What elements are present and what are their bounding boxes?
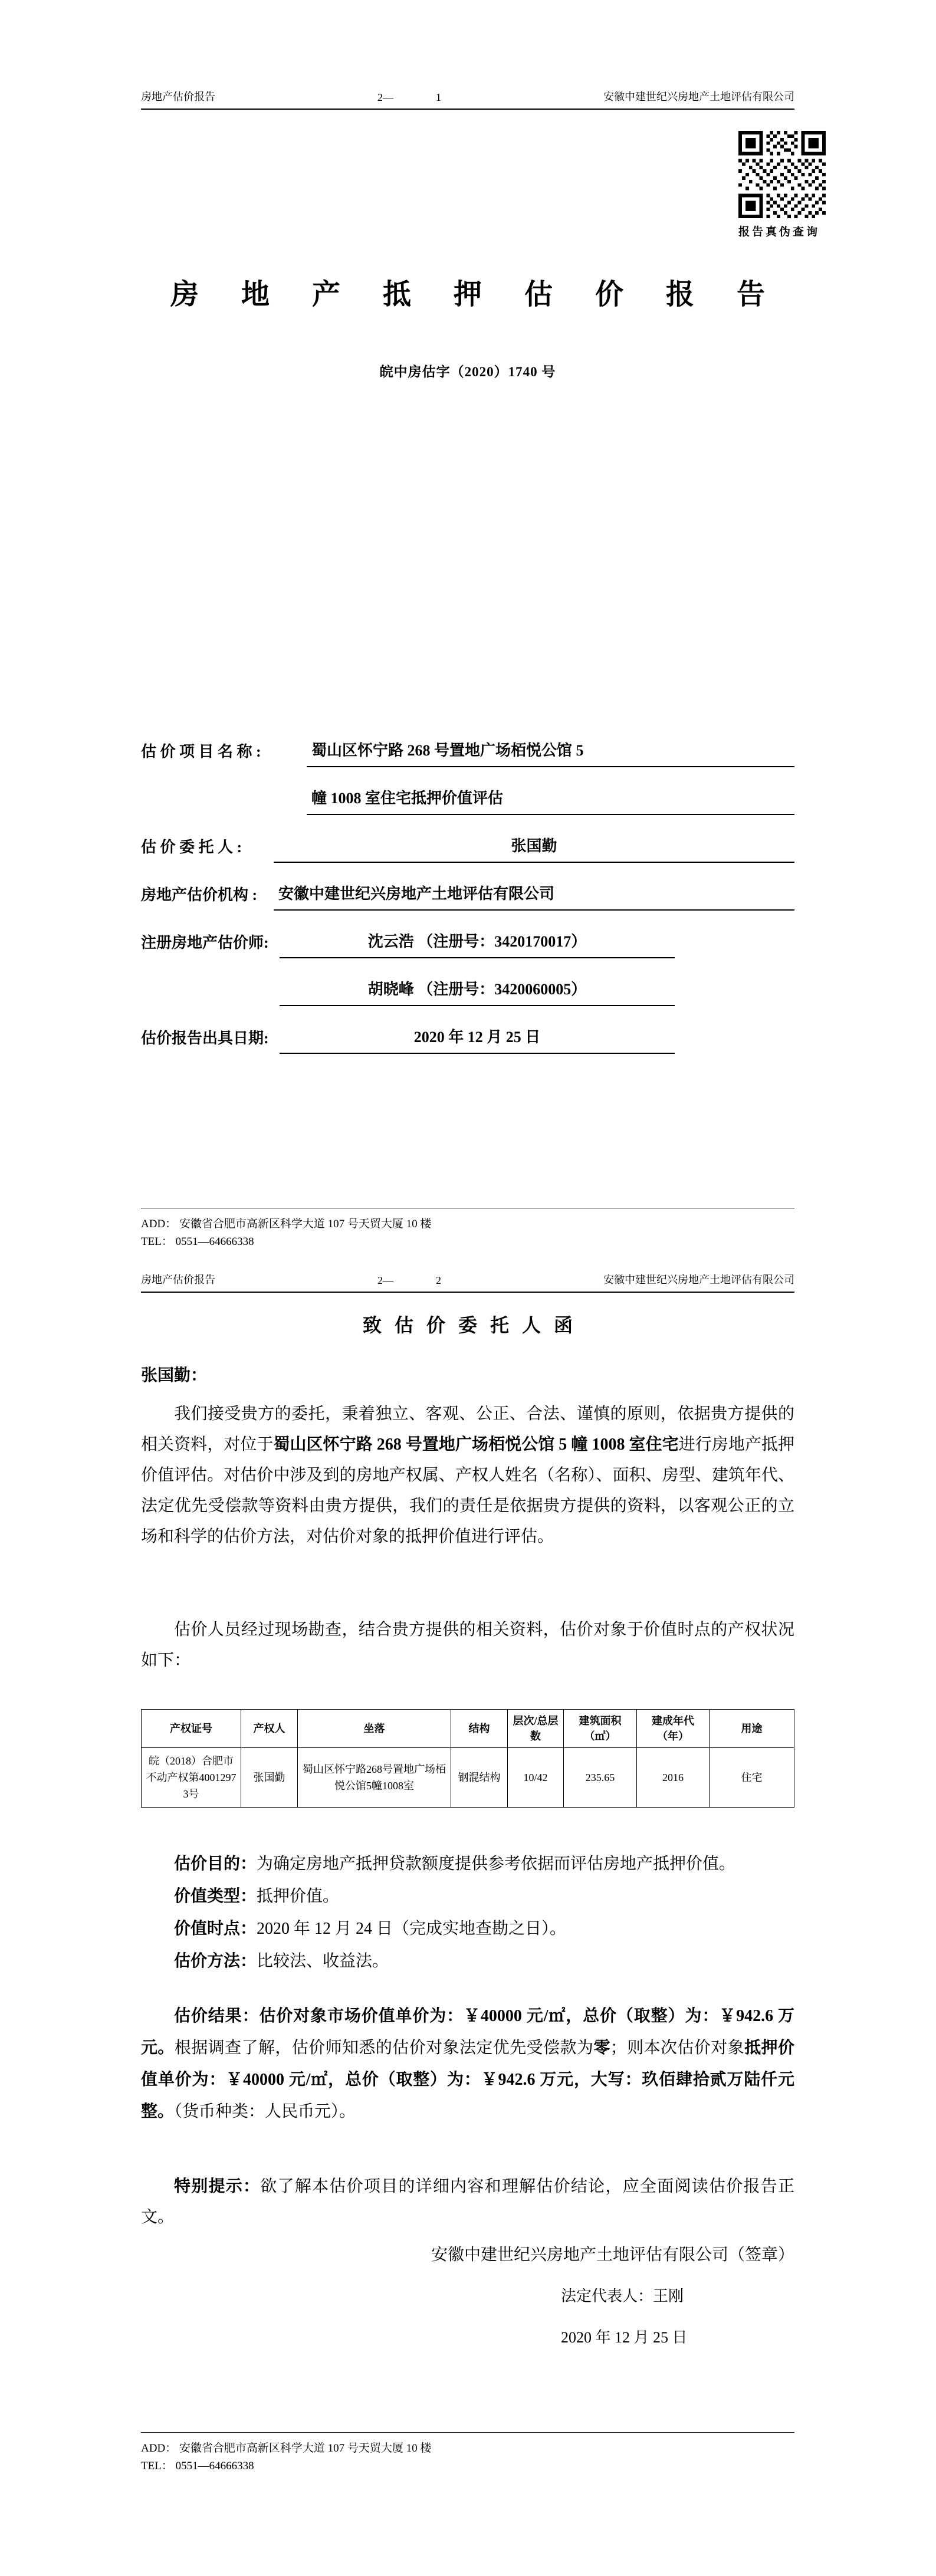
result-zero-bold: 零: [593, 2039, 610, 2057]
appraisal-items: [141, 1848, 794, 1977]
letter-title: 致 估 价 委 托 人 函: [362, 1315, 577, 1336]
col-header-year: 建成年代（年）: [637, 1710, 710, 1748]
page1-header: [141, 88, 794, 110]
header-company: 安徽中建世纪兴房地产土地评估有限公司: [603, 1274, 794, 1286]
intro-text-2: 进行房地产抵押价值评估。对估价中涉及到的房地产权属、产权人姓名（名称）、面积、房型、建筑年代、法定优先受偿款等资料由贵方提供，我们的责任是依据贵方提供的资料，以客观公正的立场和科学的估价方法，对估价对象的抵押价值进行评估。: [141, 1435, 794, 1546]
header-company: 安徽中建世纪兴房地产土地评估有限公司: [603, 91, 794, 103]
project-name-value-line1: 蜀山区怀宁路 268 号置地广场栢悦公馆 5: [307, 738, 794, 767]
cell-structure: 钢混结构: [451, 1748, 508, 1808]
item-value-date-text: 2020 年 12 月 24 日（完成实地查勘之日）。: [257, 1920, 567, 1938]
field-row-appraiser1: [141, 911, 794, 958]
header-pages-total: 2—: [377, 1274, 393, 1286]
item-purpose-text: 为确定房地产抵押贷款额度提供参考依据而评估房地产抵押价值。: [257, 1855, 736, 1873]
col-header-cert-no: 产权证号: [142, 1710, 241, 1748]
table-header-row: [142, 1710, 794, 1748]
cell-year: 2016: [637, 1748, 710, 1808]
header-pagination: [377, 91, 441, 104]
survey-paragraph: 估价人员经过现场勘查，结合贵方提供的相关资料，估价对象于价值时点的产权状况如下：: [141, 1621, 794, 1670]
cell-cert-no: 皖（2018）合肥市不动产权第40012973号: [142, 1748, 241, 1808]
result-mortgage-value-bold: 抵押价值单价为：￥40000 元/㎡，总价（取整）为：￥942.6 万元，大写：玖佰肆拾贰万陆仟元整。: [141, 2039, 794, 2121]
header-pagination: [377, 1274, 441, 1287]
footer-address: ADD： 安徽省合肥市高新区科学大道 107 号天贸大厦 10 楼: [141, 2442, 432, 2455]
header-pages-total: 2—: [377, 91, 393, 103]
result-paragraph: [141, 2000, 794, 2128]
project-name-label: 估 价 项 目 名 称 :: [141, 743, 261, 760]
cell-floor: 10/42: [508, 1748, 564, 1808]
item-method-label: 估价方法：: [174, 1952, 257, 1970]
appraiser1-value: 沈云浩 （注册号：3420170017）: [280, 929, 675, 958]
cell-use: 住宅: [710, 1748, 794, 1808]
footer-phone: TEL： 0551—64666338: [141, 2460, 254, 2472]
field-row-project-cont: [141, 767, 794, 815]
result-label: 估价结果：: [174, 2007, 260, 2025]
result-market-value-bold: 估价对象市场价值单价为：￥40000 元/㎡，总价（取整）为：￥942.6 万元。: [141, 2007, 794, 2057]
result-text-3: （货币种类：人民币元）。: [174, 2102, 356, 2121]
item-value-date-label: 价值时点：: [174, 1920, 257, 1938]
client-label: 估 价 委 托 人 :: [141, 839, 242, 856]
item-purpose: [141, 1848, 794, 1880]
cover-fields: [141, 719, 794, 1054]
ownership-table-wrap: [141, 1709, 794, 1808]
col-header-area: 建筑面积（㎡）: [564, 1710, 637, 1748]
header-page-number: 1: [436, 91, 441, 103]
result-text-1: 根据调查了解，估价师知悉的估价对象法定优先受偿款为: [174, 2039, 594, 2057]
qr-verification-block: [738, 131, 826, 239]
special-notice: [141, 2171, 794, 2233]
agency-label: 房地产估价机构 :: [141, 886, 258, 903]
project-name-value-line2: 幢 1008 室住宅抵押价值评估: [307, 786, 794, 815]
item-method-text: 比较法、收益法。: [257, 1952, 389, 1970]
col-header-structure: 结构: [451, 1710, 508, 1748]
issue-date-value: 2020 年 12 月 25 日: [280, 1025, 675, 1054]
issue-date-label: 估价报告出具日期:: [141, 1030, 269, 1047]
notice-label: 特别提示：: [174, 2177, 261, 2196]
footer-address: ADD： 安徽省合肥市高新区科学大道 107 号天贸大厦 10 楼: [141, 1218, 432, 1230]
result-text-2: ；则本次估价对象: [610, 2039, 745, 2057]
signature-legal-rep: 法定代表人：王刚: [561, 2288, 684, 2305]
footer-phone: TEL： 0551—64666338: [141, 1236, 254, 1248]
qr-caption: 报告真伪查询: [738, 226, 820, 238]
field-row-agency: [141, 863, 794, 911]
doc-number: 皖中房估字（2020）1740 号: [379, 364, 556, 379]
cell-area: 235.65: [564, 1748, 637, 1808]
cell-location: 蜀山区怀宁路268号置地广场栢悦公馆5幢1008室: [298, 1748, 451, 1808]
header-page-number: 2: [436, 1274, 441, 1286]
appraiser-label: 注册房地产估价师:: [141, 934, 269, 951]
agency-value: 安徽中建世纪兴房地产土地评估有限公司: [274, 882, 794, 911]
intro-text-1: 我们接受贵方的委托，秉着独立、客观、公正、合法、谨慎的原则，依据贵方提供的相关资料，对位于: [141, 1405, 794, 1454]
item-value-type-text: 抵押价值。: [257, 1887, 340, 1905]
appraiser2-value: 胡晓峰 （注册号：3420060005）: [280, 977, 675, 1006]
signature-block: [141, 2243, 794, 2350]
col-header-location: 坐落: [298, 1710, 451, 1748]
item-method: [141, 1945, 794, 1977]
qr-code-icon: [738, 131, 826, 218]
client-value: 张国勤: [274, 834, 794, 863]
item-value-date: [141, 1913, 794, 1945]
label-spacer: [141, 1000, 280, 1006]
page2-footer: [141, 2432, 794, 2475]
label-spacer: [141, 809, 307, 815]
signature-date: 2020 年 12 月 25 日: [561, 2329, 688, 2346]
property-address-bold: 蜀山区怀宁路 268 号置地广场栢悦公馆 5 幢 1008 室住宅: [273, 1435, 679, 1454]
report-title: 房 地 产 抵 押 估 价 报 告: [170, 279, 783, 310]
item-value-type: [141, 1880, 794, 1913]
item-value-type-label: 价值类型：: [174, 1887, 257, 1905]
page2-header: [141, 1271, 794, 1293]
item-purpose-label: 估价目的：: [174, 1855, 257, 1873]
notice-text: 欲了解本估价项目的详细内容和理解估价结论，应全面阅读估价报告正文。: [141, 2177, 794, 2226]
table-row: [142, 1748, 794, 1808]
header-doc-type: 房地产估价报告: [141, 91, 215, 103]
cell-owner: 张国勤: [241, 1748, 298, 1808]
field-row-client: [141, 815, 794, 863]
page1-footer: [141, 1208, 794, 1251]
salutation: 张国勤：: [141, 1366, 208, 1385]
field-row-appraiser2: [141, 958, 794, 1006]
ownership-table: [141, 1709, 794, 1808]
field-row-project: [141, 719, 794, 767]
signature-company: 安徽中建世纪兴房地产土地评估有限公司（签章）: [431, 2246, 794, 2264]
col-header-owner: 产权人: [241, 1710, 298, 1748]
col-header-floor: 层次/总层数: [508, 1710, 564, 1748]
col-header-use: 用途: [710, 1710, 794, 1748]
field-row-issue-date: [141, 1006, 794, 1054]
intro-paragraph: [141, 1399, 794, 1552]
header-doc-type: 房地产估价报告: [141, 1274, 215, 1286]
